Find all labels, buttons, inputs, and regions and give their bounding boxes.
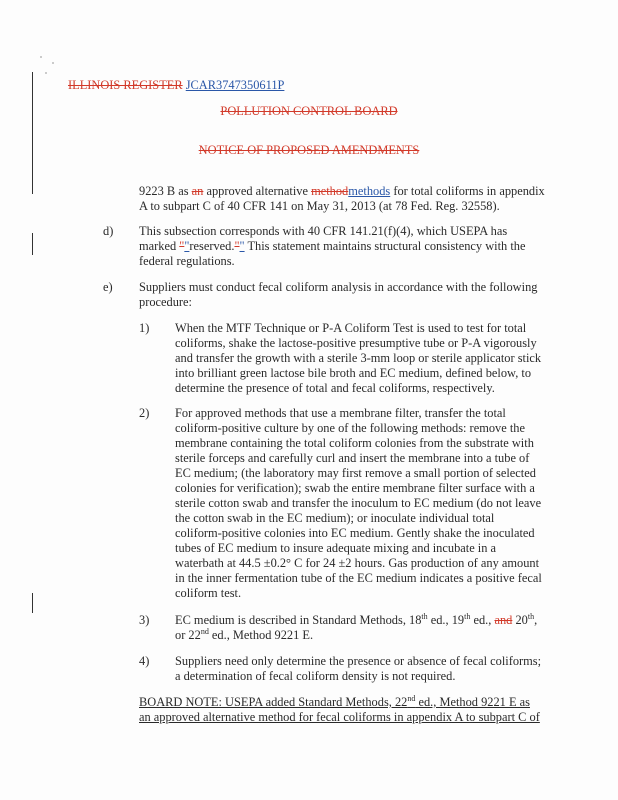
item-3-label: 3) <box>139 613 150 627</box>
item-1-line: and transfer the growth with a sterile 3-mm loop or sterile applicator stick <box>175 351 542 365</box>
section-d-label: d) <box>103 224 114 238</box>
item-2-line: coliform-positive culture by one of the following methods: remove the <box>175 421 525 435</box>
item-2-label: 2) <box>139 406 150 420</box>
item-2-line: sterile cotton swab and transfer the inoculum to EC medium (do not leave <box>175 496 542 510</box>
change-bar <box>32 233 33 255</box>
item-1-line: coliforms, shake the lactose-positive presumptive tube or P-A vigorously <box>175 336 537 350</box>
item-4-line-2: a determination of fecal coliform density is not required. <box>175 669 456 683</box>
item-3-line-1: EC medium is described in Standard Methods, 18th ed., 19th ed., and 20th, <box>175 611 538 627</box>
scan-speck <box>45 72 47 74</box>
board-note-line-1: BOARD NOTE: USEPA added Standard Methods, 22nd ed., Method 9221 E as <box>139 693 530 709</box>
register-line <box>68 78 284 93</box>
item-2-line: colonies for verification); swab the entire membrane filter surface with a <box>175 481 535 495</box>
item-4-line-1: Suppliers need only determine the presence or absence of fecal coliforms; <box>175 654 542 668</box>
item-4-label: 4) <box>139 654 150 668</box>
scan-speck <box>52 62 54 64</box>
register-struck: ILLINOIS REGISTER <box>68 78 183 92</box>
item-1-label: 1) <box>139 321 150 335</box>
item-2-line: tubes of EC medium to insure adequate mixing and incubate in a <box>175 541 497 555</box>
item-1-line: When the MTF Technique or P-A Coliform Test is used to test for total <box>175 321 527 335</box>
item-2-line: in the inner fermentation tube of the EC medium indicates a positive fecal <box>175 571 542 585</box>
item-2-line: coliform test. <box>175 586 242 600</box>
item-2-line: For approved methods that use a membrane filter, transfer the total <box>175 406 506 420</box>
board-title: POLLUTION CONTROL BOARD <box>220 104 398 118</box>
section-d-line-3: federal regulations. <box>139 254 235 268</box>
item-2-line: sterile forceps and carefully curl and insert the membrane into a tube of <box>175 451 530 465</box>
item-1-line: determine the presence of total and fecal coliforms, respectively. <box>175 381 495 395</box>
section-d-line-1: This subsection corresponds with 40 CFR 141.21(f)(4), which USEPA has <box>139 224 508 238</box>
item-2-line: the cotton swab in the EC medium); or inoculate individual total <box>175 511 495 525</box>
item-2-line: EC medium; (the laboratory may first remove a small portion of selected <box>175 466 536 480</box>
section-e-label: e) <box>103 280 113 294</box>
section-e-line-2: procedure: <box>139 295 192 309</box>
section-e-line-1: Suppliers must conduct fecal coliform analysis in accordance with the following <box>139 280 538 294</box>
notice-title: NOTICE OF PROPOSED AMENDMENTS <box>198 143 420 157</box>
item-2-line: coliform-positive colonies into EC medium. Gently shake the inoculated <box>175 526 535 540</box>
intro-line-1: 9223 B as an approved alternative methodmethods for total coliforms in appendix <box>139 184 545 198</box>
item-1-line: into brilliant green lactose bile broth and EC medium, defined below, to <box>175 366 532 380</box>
item-3-line-2: or 22nd ed., Method 9221 E. <box>175 626 314 642</box>
section-d-line-2: marked ""reserved."" This statement maintains structural consistency with the <box>139 239 526 253</box>
board-note-line-2: an approved alternative method for fecal coliforms in appendix A to subpart C of <box>139 710 540 724</box>
scan-speck <box>40 56 42 58</box>
item-2-line: waterbath at 44.5 ±0.2° C for 24 ±2 hours. Gas production of any amount <box>175 556 540 570</box>
item-2-line: membrane containing the total coliform colonies from the substrate with <box>175 436 534 450</box>
change-bar <box>32 593 33 613</box>
change-bar <box>32 72 33 194</box>
register-inserted: JCAR3747350611P <box>185 78 285 92</box>
intro-line-2: A to subpart C of 40 CFR 141 on May 31, 2013 (at 78 Fed. Reg. 32558). <box>139 199 500 213</box>
